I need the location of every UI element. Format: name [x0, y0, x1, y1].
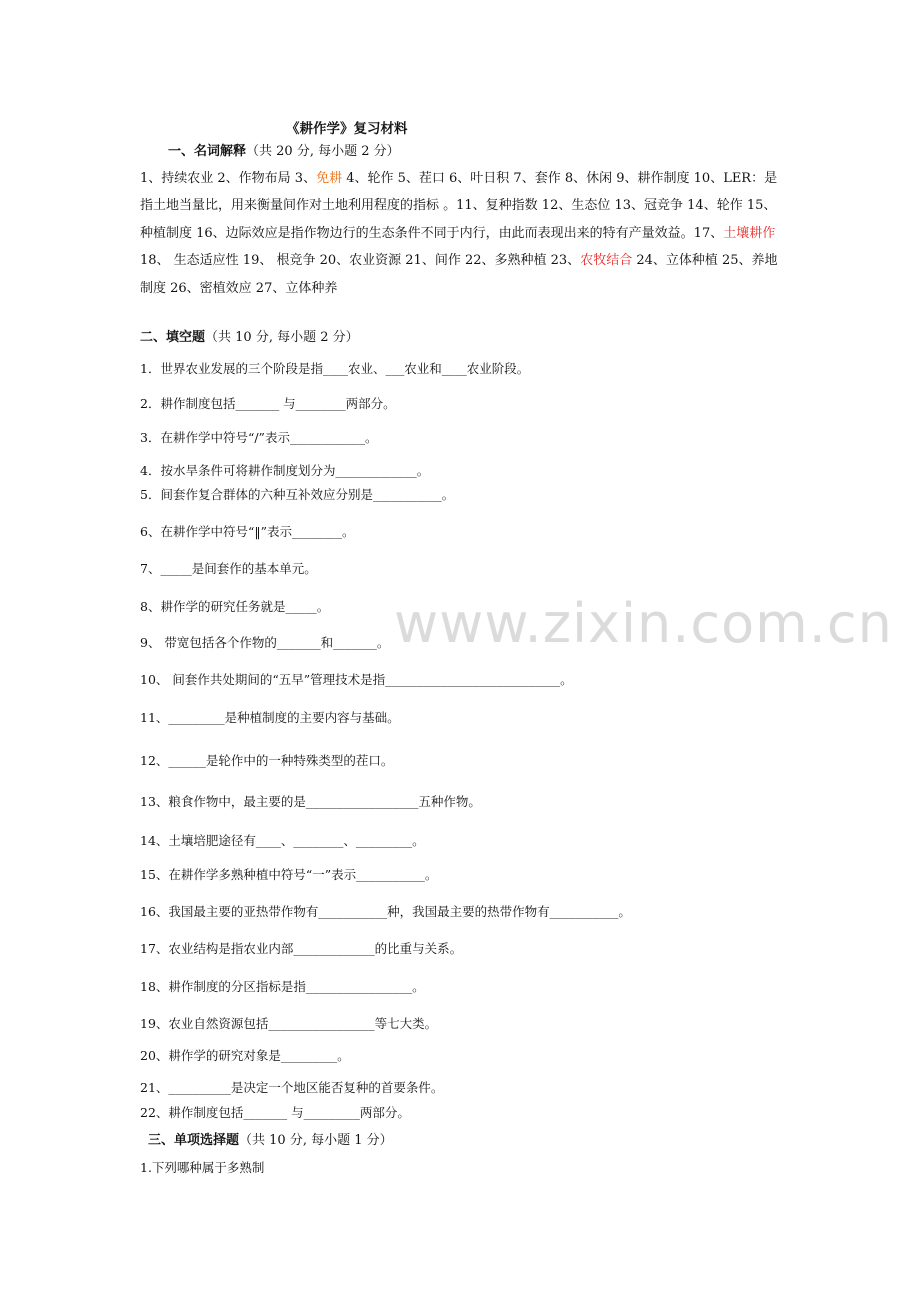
fill-q14: 14、土壤培肥途径有____、________、_________。	[140, 833, 425, 848]
fill-q21: 21、__________是决定一个地区能否复种的首要条件。	[140, 1080, 444, 1095]
fill-q10: 10、 间套作共处期间的“五早”管理技术是指____________________________。	[140, 672, 573, 687]
fill-q9: 9、 带宽包括各个作物的_______和_______。	[140, 635, 390, 650]
fill-q19: 19、农业自然资源包括_________________等七大类。	[140, 1016, 438, 1031]
section-2-label: 二、填空题	[140, 330, 206, 345]
section-1-label: 一、名词解释	[168, 144, 247, 159]
fill-q17: 17、农业结构是指农业内部_____________的比重与关系。	[140, 941, 463, 956]
fill-q4: 4．按水旱条件可将耕作制度划分为_____________。	[140, 463, 430, 478]
section-1-heading	[168, 140, 400, 159]
fill-q18: 18、耕作制度的分区指标是指_________________。	[140, 979, 425, 994]
terms-text-a: 1、持续农业 2、作物布局 3、	[140, 171, 317, 186]
section-3-note: （共 10 分, 每小题 1 分）	[239, 1133, 393, 1148]
terms-paragraph	[140, 165, 780, 302]
section-1-note: （共 20 分, 每小题 2 分）	[246, 144, 400, 159]
section-2-note: （共 10 分, 每小题 2 分）	[205, 330, 359, 345]
fill-q8: 8、耕作学的研究任务就是_____。	[140, 599, 330, 614]
terms-text-c: 4、轮作 5、茬口 6、叶日积 7、套作 8、休闲 9、耕作制度 10、LER：是指土地当量比，用来衡量间作对土地利用程度的指标 。11、复种指数 12、生态位 13、冠竞争 14、轮作 15、种植制度 16、边际效应是指作物边行的生态条件不同于内行，由此而表现出来的特有产量效益。17、	[140, 171, 778, 241]
term-crop-livestock: 农牧结合	[580, 253, 633, 269]
section-2-heading	[140, 326, 359, 345]
fill-q1: 1．世界农业发展的三个阶段是指____农业、___农业和____农业阶段。	[140, 361, 530, 376]
fill-q20: 20、耕作学的研究对象是_________。	[140, 1048, 350, 1063]
fill-q16: 16、我国最主要的亚热带作物有___________种，我国最主要的热带作物有___________。	[140, 904, 631, 919]
document-title: 《耕作学》复习材料	[286, 121, 408, 137]
fill-q12: 12、______是轮作中的一种特殊类型的茬口。	[140, 753, 394, 768]
fill-q5: 5．间套作复合群体的六种互补效应分别是___________。	[140, 487, 455, 502]
section-3-heading	[148, 1129, 393, 1148]
fill-q22: 22、耕作制度包括_______ 与_________两部分。	[140, 1105, 410, 1120]
section-3-label: 三、单项选择题	[148, 1133, 240, 1148]
fill-q3: 3．在耕作学中符号“/”表示____________。	[140, 430, 378, 445]
term-soil-tillage: 土壤耕作	[723, 225, 776, 241]
term-mianteng: 免耕	[316, 171, 343, 186]
fill-q13: 13、粮食作物中，最主要的是__________________五种作物。	[140, 794, 481, 809]
terms-text-g: 24、立体种植 25、养地制度 26、密植效应 27、立体种养	[140, 253, 778, 296]
terms-text-e: 18、 生态适应性 19、 根竞争 20、农业资源 21、间作 22、多熟种植 23、	[140, 253, 581, 269]
fill-q6: 6、在耕作学中符号“‖”表示________。	[140, 524, 355, 539]
fill-q15: 15、在耕作学多熟种植中符号“一”表示___________。	[140, 867, 438, 882]
choice-q1: 1.下列哪种属于多熟制	[140, 1160, 265, 1175]
watermark: www.zixin.com.cn	[394, 592, 893, 655]
fill-q2: 2．耕作制度包括_______ 与________两部分。	[140, 396, 396, 411]
fill-q7: 7、_____是间套作的基本单元。	[140, 561, 317, 576]
fill-q11: 11、_________是种植制度的主要内容与基础。	[140, 710, 400, 725]
